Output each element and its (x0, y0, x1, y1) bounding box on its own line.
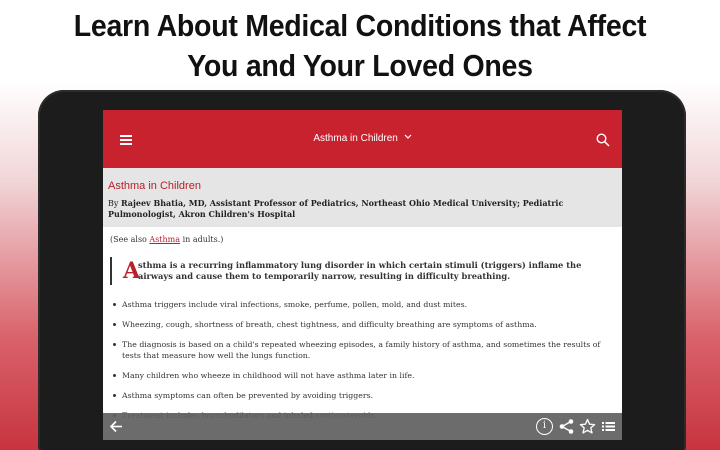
topic-dropdown[interactable] (103, 133, 622, 144)
app-screen (103, 110, 622, 440)
see-also-suffix: in adults.) (182, 235, 224, 244)
list-item: The diagnosis is based on a child's repeated wheezing episodes, a family history of asthma, and sometimes the results of tests that measure how well the lungs function. (112, 339, 612, 361)
asthma-link[interactable]: Asthma (149, 235, 181, 244)
chevron-down-icon (404, 132, 412, 142)
article-header (103, 168, 622, 227)
info-icon[interactable]: i (536, 418, 553, 435)
promo-line-2: You and Your Loved Ones (187, 48, 533, 83)
share-icon[interactable] (558, 418, 575, 435)
list-icon[interactable] (601, 419, 616, 434)
see-also-note (110, 235, 223, 244)
see-also-prefix: (See also (110, 235, 147, 244)
star-icon[interactable] (579, 418, 596, 435)
article-title: Asthma in Children (108, 180, 201, 192)
list-item: Many children who wheeze in childhood will not have asthma later in life. (112, 370, 612, 381)
topic-title: Asthma in Children (313, 133, 398, 144)
promo-line-1: Learn About Medical Conditions that Affect (73, 8, 647, 43)
bottom-toolbar (103, 413, 622, 440)
article-content (103, 227, 622, 440)
lead-paragraph (110, 257, 600, 285)
byline (108, 198, 617, 220)
list-item: Wheezing, cough, shortness of breath, chest tightness, and difficulty breathing are symptoms of asthma. (112, 319, 612, 330)
back-arrow-icon[interactable] (109, 419, 124, 434)
drop-cap: A (123, 258, 141, 284)
search-icon[interactable] (596, 133, 610, 147)
app-bar (103, 110, 622, 168)
byline-author: Rajeev Bhatia, MD, Assistant Professor of Pediatrics, Northeast Ohio Medical University; Pediatric Pulmonologist, Akron Children's Hospital (108, 198, 564, 219)
lead-text: sthma is a recurring inflammatory lung disorder in which certain stimuli (triggers) inflame the airways and cause them to temporarily narrow, resulting in difficulty breathing. (138, 260, 582, 281)
promo-headline (29, 6, 691, 86)
byline-prefix: By (108, 199, 119, 208)
key-points-list (112, 299, 612, 430)
list-item: Asthma symptoms can often be prevented by avoiding triggers. (112, 390, 612, 401)
list-item: Asthma triggers include viral infections, smoke, perfume, pollen, mold, and dust mites. (112, 299, 612, 310)
